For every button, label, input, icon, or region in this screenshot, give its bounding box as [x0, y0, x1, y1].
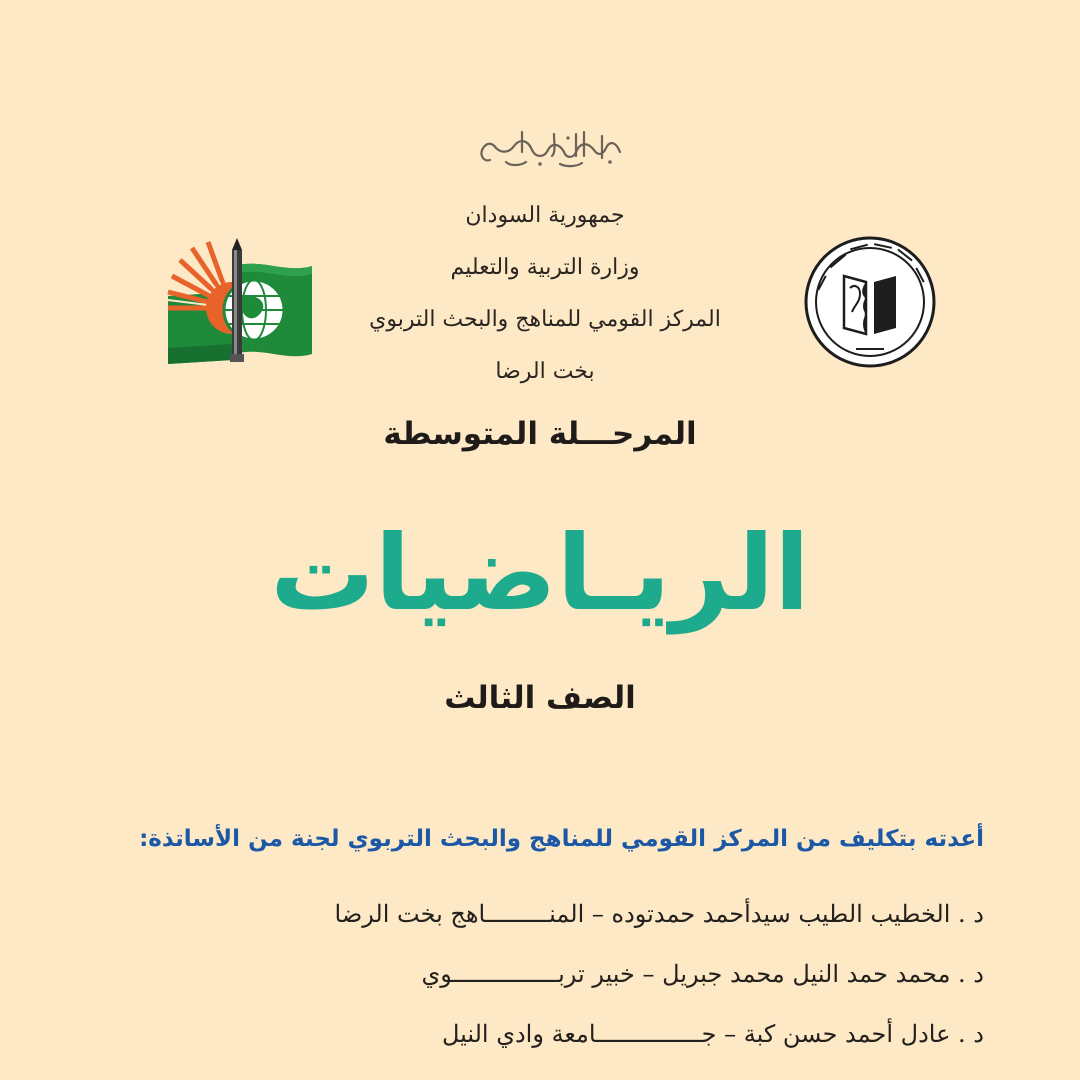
- curriculum-center-seal-icon: [800, 236, 940, 368]
- committee-member: د . الخطيب الطيب سيدأحمد حمدتوده – المنـــــــــاهج بخت الرضا: [334, 900, 984, 928]
- ministry-emblem-icon: [162, 236, 318, 372]
- header-institution-block: [300, 190, 790, 398]
- subject-title: الريـاضيات: [270, 512, 810, 634]
- committee-member: د . عادل أحمد حسن كبة – جـــــــــــــــامعة وادي النيل: [441, 1020, 984, 1048]
- country-name: جمهورية السودان: [465, 203, 625, 228]
- center-location: بخت الرضا: [495, 359, 595, 384]
- committee-member: د . محمد حمد النيل محمد جبريل – خبير تربـــــــــــــــوي: [421, 960, 984, 988]
- committee-members-list: [124, 884, 984, 1064]
- ministry-name: وزارة التربية والتعليم: [450, 255, 640, 280]
- committee-intro: أعدته بتكليف من المركز القومي للمناهج والبحث التربوي لجنة من الأساتذة:: [139, 826, 984, 852]
- basmala-calligraphy-icon: [470, 122, 630, 174]
- grade-heading: الصف الثالث: [444, 680, 636, 716]
- center-name: المركز القومي للمناهج والبحث التربوي: [369, 307, 721, 332]
- school-stage-heading: المرحـــلة المتوسطة: [383, 416, 697, 452]
